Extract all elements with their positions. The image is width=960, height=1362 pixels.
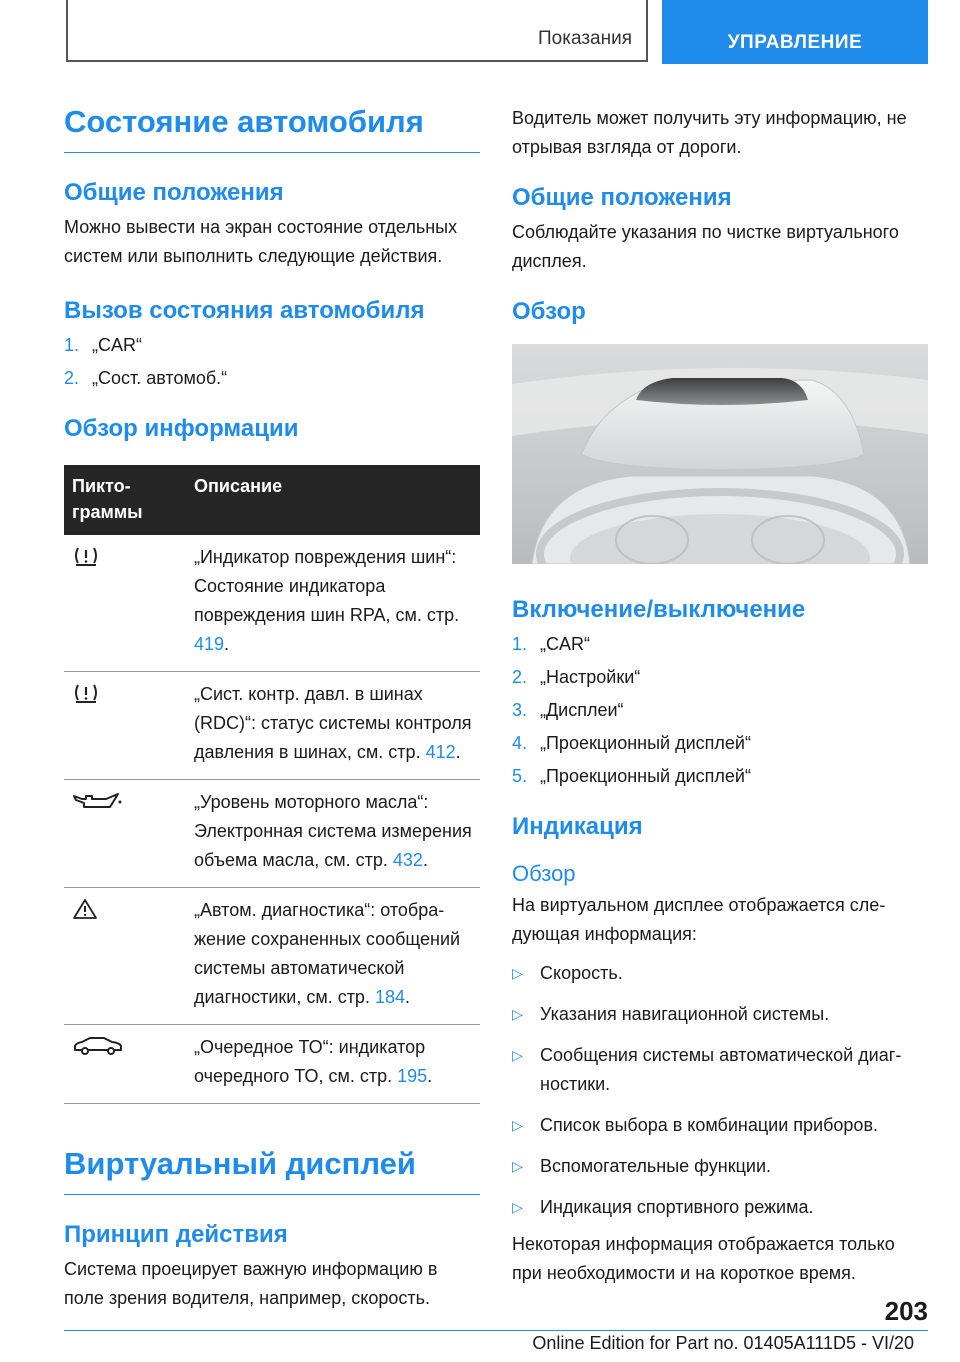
left-column (64, 98, 480, 1313)
display-text: На виртуальном дисплее отображается следующая информация: (512, 895, 886, 944)
call-steps (64, 329, 480, 395)
section-label: Показания (538, 28, 632, 49)
row-description: „Автом. диагностика“: отображение сохраненных сообщений системы автоматической диагностики, см. стр. 184. (186, 888, 480, 1025)
oil-can-icon (72, 790, 124, 812)
chapter-label: УПРАВЛЕНИЕ (727, 32, 863, 53)
edition-line: Online Edition for Part no. 01405A111D5 - VI/20 (532, 1333, 914, 1353)
warning-triangle-icon (72, 898, 98, 920)
heading-call-status: Вызов состояния автомобиля (64, 297, 425, 324)
row-description: „Индикатор повреждения шин“: Состояние индикатора повреждения шин RPA, см. стр. 419. (186, 535, 480, 672)
list-item: ▷ Указания навигационной системы. (512, 1004, 830, 1024)
heading-on-off: Включение/выключение (512, 596, 806, 623)
list-item: ▷ Сообщения системы автоматической диагностики. (512, 1045, 902, 1094)
display-items (512, 959, 928, 1222)
list-item: ▷ Список выбора в комбинации приборов. (512, 1115, 879, 1135)
page-number: 203 (884, 1296, 928, 1326)
general-text: Можно вывести на экран состояние отдельных систем или выполнить следующие действия. (64, 217, 458, 266)
list-item: 4. „Проекционный дисплей“ (512, 733, 751, 753)
subheading-overview: Обзор (512, 861, 576, 886)
closing-text: Некоторая информация отображается только при необходимости и на короткое время. (512, 1234, 895, 1283)
row-description: „Сист. контр. давл. в шинах (RDC)“: статус системы контроля давления в шинах, см. стр. 412. (186, 672, 480, 780)
heading-general: Общие положения (64, 179, 284, 206)
tire-warning-icon (72, 545, 100, 567)
footer-divider (64, 1330, 928, 1331)
table-row (64, 1025, 480, 1104)
on-off-steps (512, 628, 928, 793)
heading-general-right: Общие положения (512, 184, 732, 211)
list-item: ▷ Вспомогательные функции. (512, 1156, 772, 1176)
section-tab (66, 0, 648, 62)
page-link[interactable]: 412 (425, 742, 456, 762)
list-item: 1. „CAR“ (512, 634, 590, 654)
heading-principle: Принцип действия (64, 1221, 288, 1248)
col-description: Описание (186, 465, 480, 535)
list-item: ▷ Индикация спортивного режима. (512, 1197, 814, 1217)
table-row (64, 888, 480, 1025)
list-item: 2. „Сост. автомоб.“ (64, 368, 228, 388)
tire-pressure-icon (72, 682, 100, 704)
heading-overview: Обзор (512, 298, 586, 325)
chapter-tab (662, 0, 928, 64)
car-service-icon (72, 1035, 124, 1057)
list-item: 5. „Проекционный дисплей“ (512, 766, 751, 786)
list-item: 2. „Настройки“ (512, 667, 641, 687)
general-text-right: Соблюдайте указания по чистке виртуального дисплея. (512, 222, 899, 271)
table-row (64, 672, 480, 780)
list-item: 3. „Дисплеи“ (512, 700, 624, 720)
page-link[interactable]: 419 (194, 634, 225, 654)
list-item: ▷ Скорость. (512, 963, 623, 983)
page-link[interactable]: 195 (397, 1066, 428, 1086)
col-pictograms: Пиктограммы (64, 465, 186, 535)
page-link[interactable]: 432 (392, 850, 423, 870)
heading-virtual-display: Виртуальный дисплей (64, 1140, 480, 1195)
table-row (64, 535, 480, 672)
page-link[interactable]: 184 (374, 987, 405, 1007)
list-item: 1. „CAR“ (64, 335, 142, 355)
intro-text: Водитель может получить эту информацию, не отрывая взгляда от дороги. (512, 108, 907, 157)
table-header-row (64, 465, 480, 535)
right-column (512, 104, 928, 1288)
heading-display: Индикация (512, 813, 643, 840)
heading-info-overview: Обзор информации (64, 415, 299, 442)
hud-dashboard-image (512, 344, 928, 564)
row-description: „Очередное ТО“: индикатор очередного ТО, см. стр. 195. (186, 1025, 480, 1104)
table-row (64, 780, 480, 888)
heading-vehicle-status: Состояние автомобиля (64, 98, 480, 153)
principle-text: Система проецирует важную информацию в поле зрения водителя, например, скорость. (64, 1259, 438, 1308)
page-header (66, 0, 928, 64)
info-table (64, 465, 480, 1104)
row-description: „Уровень моторного масла“: Электронная система измерения объема масла, см. стр. 432. (186, 780, 480, 888)
